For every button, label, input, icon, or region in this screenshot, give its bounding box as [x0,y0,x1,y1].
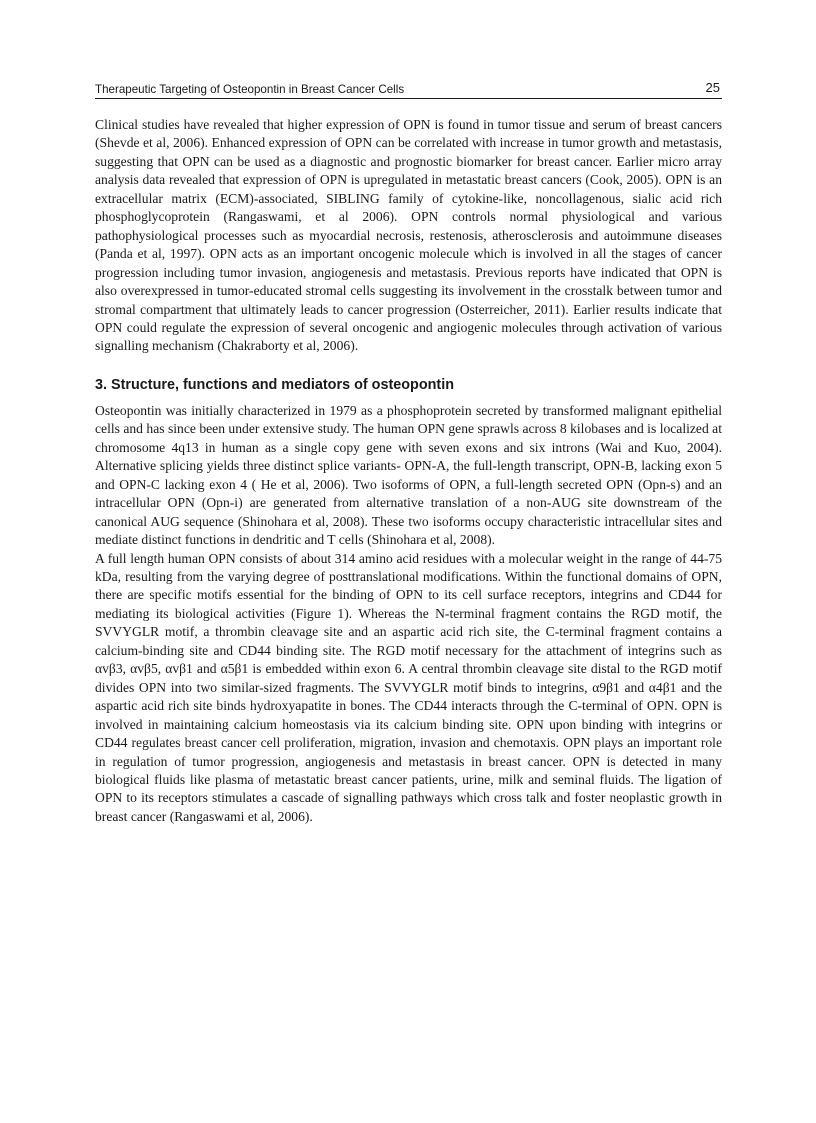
page-header [95,80,722,99]
page-number: 25 [705,80,720,95]
section-paragraph: Osteopontin was initially characterized in 1979 as a phosphoprotein secreted by transformed malignant epithelial cells and has since been under extensive study. The human OPN gene sprawls across 8 kilobases and is localized at chromosome 4q13 in human as a single copy gene with seven exons and six introns (Wai and Kuo, 2004). Alternative splicing yields three distinct splice variants- OPN-A, the full-length transcript, OPN-B, lacking exon 5 and OPN-C lacking exon 4 ( He et al, 2006). Two isoforms of OPN, a full-length secreted OPN (Opn-s) and an intracellular OPN (Opn-i) are generated from alternative translation of a non-AUG site downstream of the canonical AUG sequence (Shinohara et al, 2008). These two isoforms occupy characteristic intracellular sites and mediate distinct functions in dendritic and T cells (Shinohara et al, 2008). [95,402,722,548]
intro-paragraph: Clinical studies have revealed that higher expression of OPN is found in tumor tissue and serum of breast cancers (Shevde et al, 2006). Enhanced expression of OPN can be correlated with increase in tumor growth and metastasis, suggesting that OPN can be used as a diagnostic and prognostic biomarker for breast cancer. Earlier micro array analysis data revealed that expression of OPN is upregulated in metastatic breast cancers (Cook, 2005). OPN is an extracellular matrix (ECM)-associated, SIBLING family of cytokine-like, noncollagenous, sialic acid rich phosphoglycoprotein (Rangaswami, et al 2006). OPN controls normal physiological and various pathophysiological processes such as myocardial necrosis, restenosis, atherosclerosis and autoimmune diseases (Panda et al, 1997). OPN acts as an important oncogenic molecule which is involved in all the stages of cancer progression including tumor invasion, angiogenesis and metastasis. Previous reports have indicated that OPN is also overexpressed in tumor-educated stromal cells suggesting its involvement in the crosstalk between tumor and stromal compartment that ultimately leads to cancer progression (Osterreicher, 2011). Earlier results indicate that OPN could regulate the expression of several oncogenic and angiogenic molecules through activation of various signalling mechanism (Chakraborty et al, 2006). [95,117,722,354]
running-title: Therapeutic Targeting of Osteopontin in Breast Cancer Cells [95,83,405,96]
section-paragraph: A full length human OPN consists of about 314 amino acid residues with a molecular weight in the range of 44-75 kDa, resulting from the varying degree of posttranslational modifications. Within the functional domains of OPN, there are specific motifs essential for the binding of OPN to its cell surface receptors, integrins and CD44 for mediating its biological activities (Figure 1). Whereas the N-terminal fragment contains the RGD motif, the SVVYGLR motif, a thrombin cleavage site and an aspartic acid rich site, the C-terminal fragment contains a calcium-binding site and CD44 binding site. The RGD motif necessary for the attachment of integrins such as αvβ3, αvβ5, αvβ1 and α5β1 is embedded within exon 6. A central thrombin cleavage site distal to the RGD motif divides OPN into two similar-sized fragments. The SVVYGLR motif binds to integrins, α9β1 and α4β1 and the aspartic acid rich site binds hydroxyapatite in bones. The CD44 interacts through the C-terminal of OPN. OPN is involved in maintaining calcium homeostasis via its calcium binding site. OPN upon binding with integrins or CD44 regulates breast cancer cell proliferation, migration, invasion and chemotaxis. OPN plays an important role in regulation of tumor progression, angiogenesis and metastasis in breast cancer. OPN is detected in many biological fluids like plasma of metastatic breast cancer patients, urine, milk and seminal fluids. The ligation of OPN to its receptors stimulates a cascade of signalling pathways which cross talk and foster neoplastic growth in breast cancer (Rangaswami et al, 2006). [95,550,722,824]
body-text [95,116,722,826]
section-heading: 3. Structure, functions and mediators of osteopontin [95,376,454,393]
